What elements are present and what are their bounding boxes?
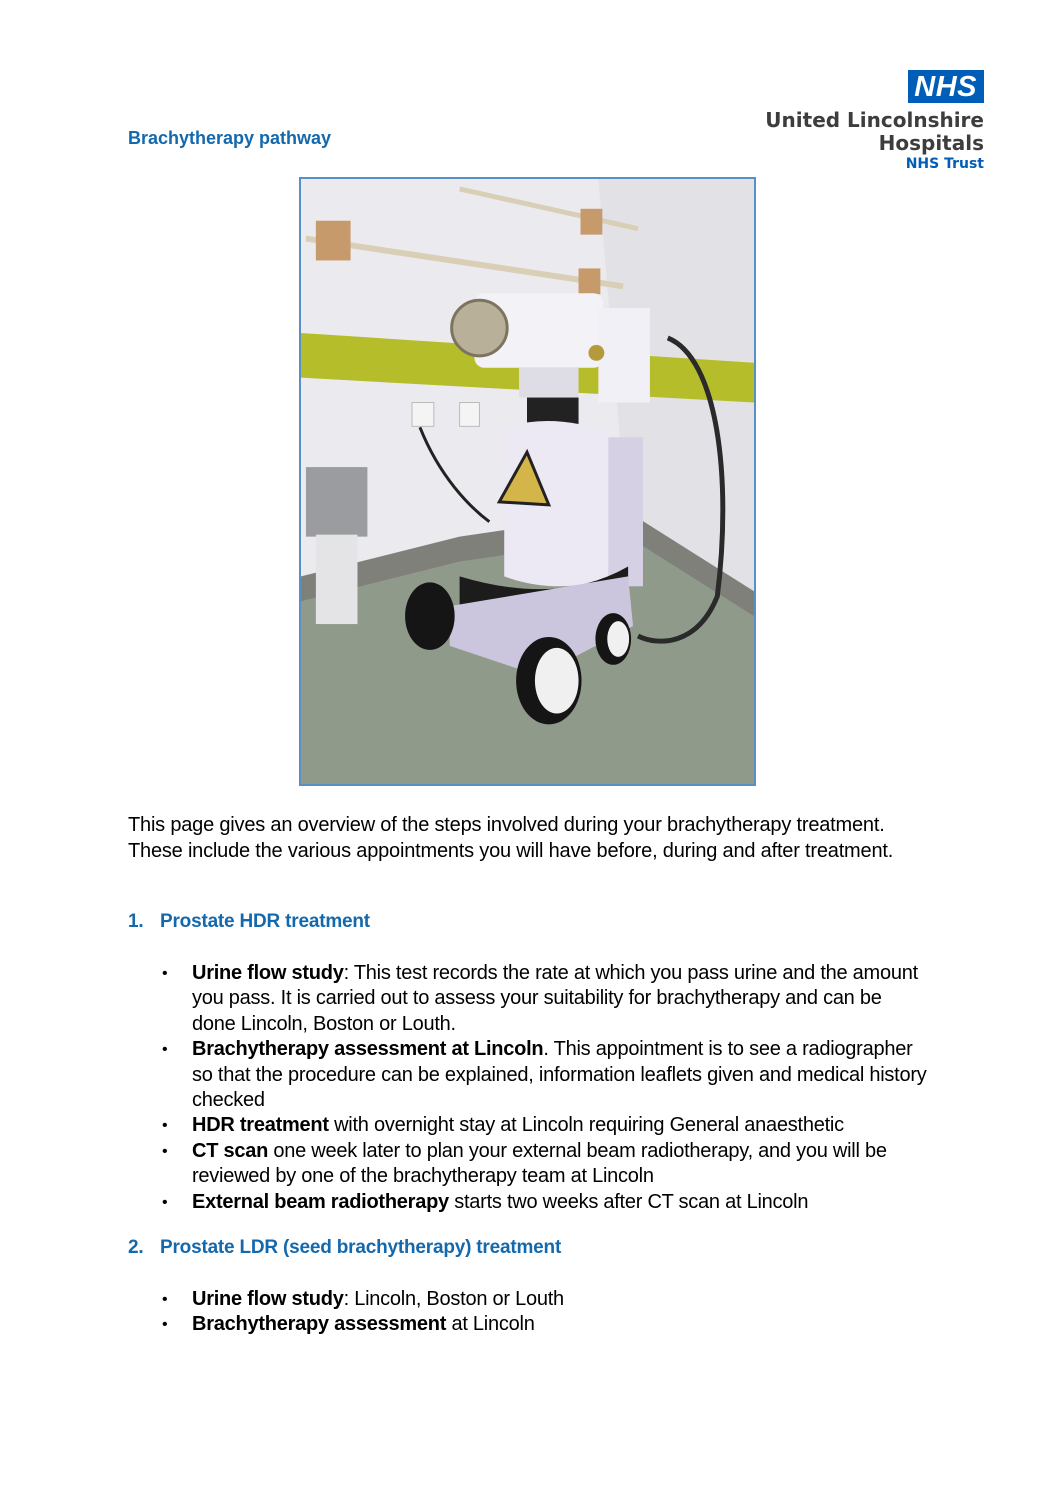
section-heading-hdr	[128, 911, 370, 933]
bullet-icon: •	[162, 1041, 168, 1059]
photo-socket	[412, 403, 434, 427]
bullet-icon: •	[162, 1142, 168, 1160]
item-text: . This appointment is to see a radiographer so that the procedure can be explained, information leaflets given and medical history checked	[192, 1038, 927, 1112]
item-label: Brachytherapy assessment at Lincoln	[192, 1038, 544, 1061]
item-text: : Lincoln, Boston or Louth	[343, 1288, 564, 1310]
item-label: External beam radiotherapy	[192, 1190, 449, 1213]
photo-wheel-hub	[607, 621, 629, 657]
item-label: Urine flow study	[192, 962, 344, 984]
bullet-icon: •	[162, 1316, 168, 1334]
list-item	[128, 1113, 928, 1138]
photo-machine-neck	[519, 368, 578, 398]
photo-rail-bracket	[579, 268, 601, 294]
section-number: 2.	[128, 1237, 144, 1258]
photo-illustration	[301, 179, 754, 784]
photo-rail-bracket	[316, 221, 351, 261]
item-text: starts two weeks after CT scan at Lincoln	[448, 1190, 809, 1213]
photo-machine-panel	[608, 437, 643, 586]
nhs-trust-logo	[765, 70, 984, 173]
list-item	[128, 1139, 928, 1190]
section-title: Prostate HDR treatment	[160, 911, 370, 932]
item-label: HDR treatment	[192, 1114, 329, 1137]
ldr-steps-list	[128, 1287, 928, 1338]
item-label: Brachytherapy assessment	[192, 1313, 447, 1336]
photo-control-box	[306, 467, 367, 537]
brachytherapy-machine-photo	[299, 177, 756, 786]
hdr-steps-list	[128, 961, 928, 1215]
photo-socket	[460, 403, 480, 427]
document-title: Brachytherapy pathway	[128, 128, 332, 148]
list-item	[128, 1287, 928, 1312]
item-text: : This test records the rate at which you pass urine and the amount you pass. It is carried out to assess your suitability for brachytherapy and can be done Lincoln, Boston or Louth.	[192, 962, 918, 1035]
bullet-icon: •	[162, 965, 168, 982]
bullet-icon: •	[162, 1117, 168, 1135]
item-text: with overnight stay at Lincoln requiring General anaesthetic	[328, 1114, 844, 1137]
photo-rail-bracket	[581, 209, 603, 235]
org-name-line2: Hospitals	[878, 131, 984, 155]
bullet-icon: •	[162, 1291, 168, 1308]
photo-source-port	[452, 300, 508, 356]
item-text: at Lincoln	[446, 1313, 535, 1336]
photo-wheel-hub	[535, 648, 579, 714]
bullet-icon: •	[162, 1193, 168, 1211]
item-text: one week later to plan your external beam radiotherapy, and you will be reviewed by one of the brachytherapy team at Lincoln	[192, 1139, 887, 1188]
list-item	[128, 1312, 928, 1337]
photo-machine-side	[598, 308, 650, 402]
section-heading-ldr	[128, 1237, 561, 1259]
section-title: Prostate LDR (seed brachytherapy) treatment	[160, 1237, 562, 1258]
nhs-badge: NHS	[908, 70, 984, 103]
intro-paragraph: This page gives an overview of the steps involved during your brachytherapy treatment. These include the various appointments you will have before, during and after treatment.	[128, 814, 894, 862]
item-label: Urine flow study	[192, 1288, 344, 1310]
photo-control-stand	[316, 535, 358, 624]
list-item	[128, 1037, 928, 1113]
org-trust: NHS Trust	[905, 156, 984, 172]
list-item	[128, 1190, 928, 1215]
item-label: CT scan	[192, 1139, 269, 1162]
photo-radiation-badge	[588, 345, 604, 361]
section-number: 1.	[128, 911, 144, 932]
photo-wheel	[405, 582, 455, 650]
list-item	[128, 961, 928, 1037]
org-name-line1: United Lincolnshire	[765, 108, 984, 132]
